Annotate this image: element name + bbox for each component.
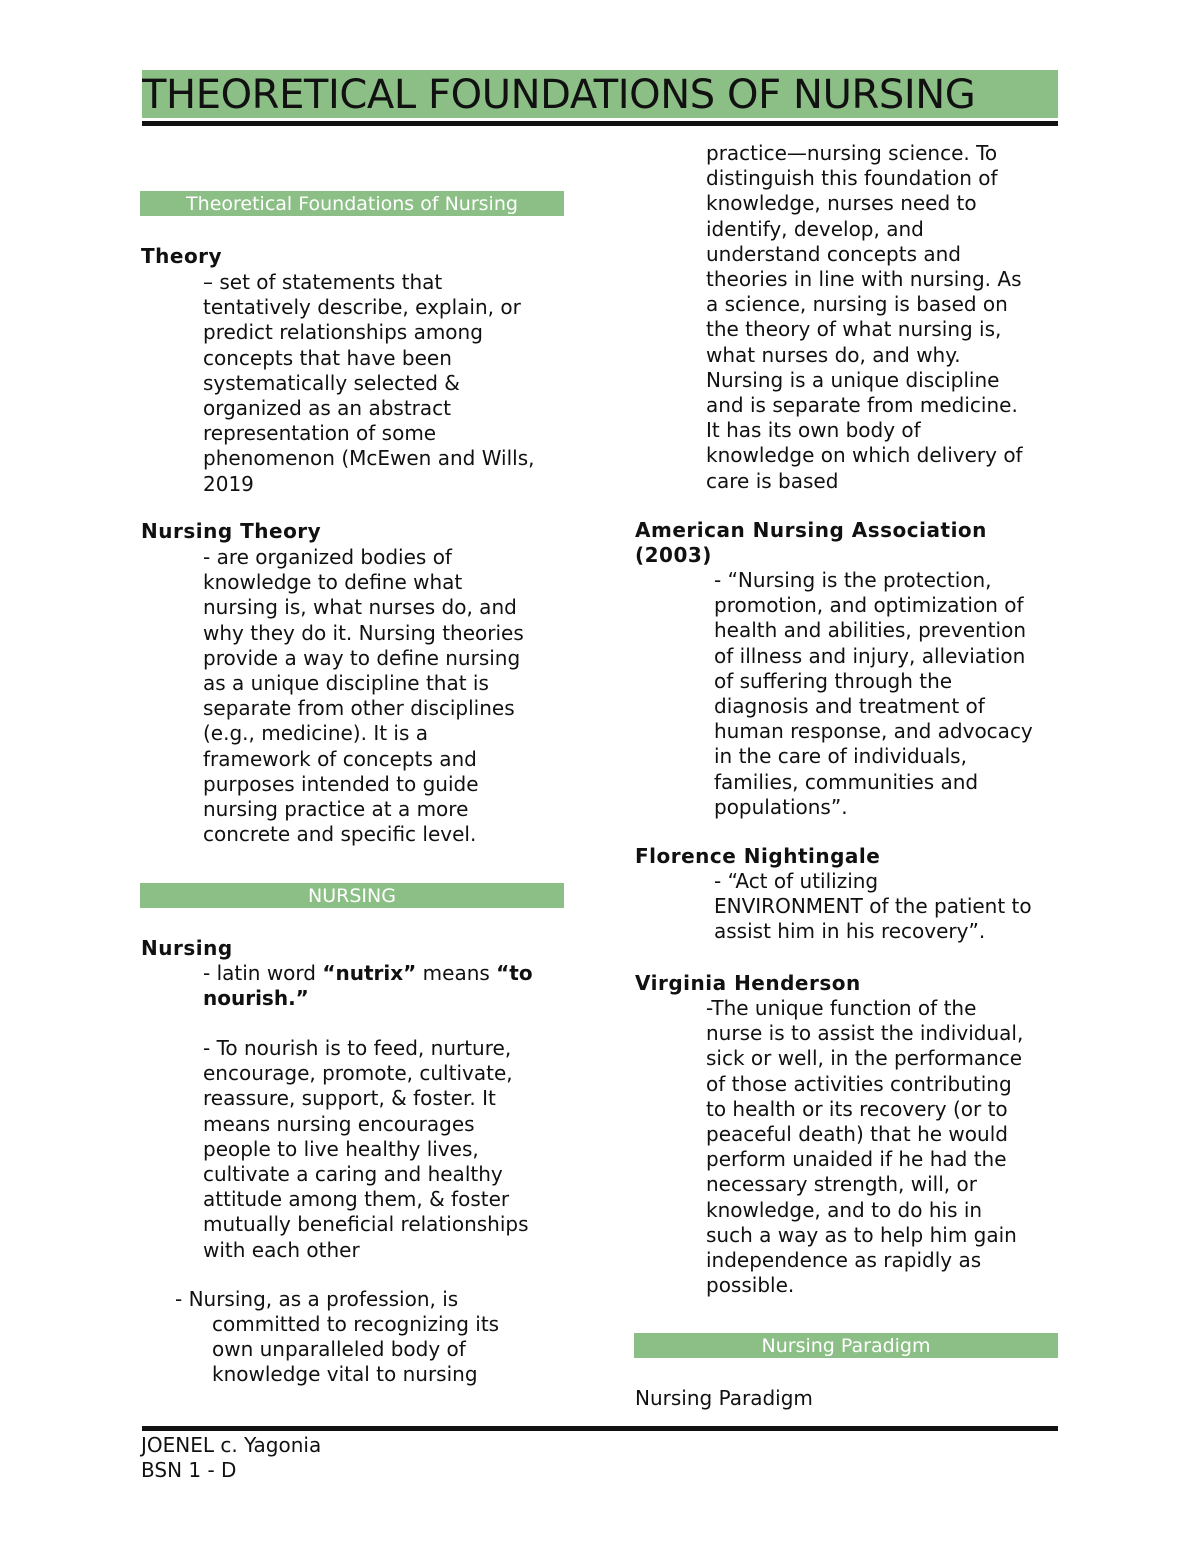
latin-prefix: - latin word — [203, 961, 323, 985]
heading-nursing: Nursing — [141, 936, 233, 960]
heading-ana: American Nursing Association — [635, 518, 987, 542]
latin-meaning-1: “to — [496, 961, 533, 985]
latin-word: “nutrix” — [322, 961, 417, 985]
title-rule — [142, 121, 1058, 126]
document-title: THEORETICAL FOUNDATIONS OF NURSING — [142, 70, 1058, 118]
section-band-nursing: NURSING — [140, 883, 564, 908]
nightingale-definition: - “Act of utilizing ENVIRONMENT of the patient to assist him in his recovery”. — [714, 869, 1032, 944]
heading-nightingale: Florence Nightingale — [635, 844, 881, 868]
nursing-profession-paragraph: committed to recognizing its own unparalleled body of knowledge vital to nursing — [212, 1312, 500, 1387]
heading-nursing-theory: Nursing Theory — [141, 519, 322, 543]
theory-definition: – set of statements that tentatively describe, explain, or predict relationships among concepts that have been systematically selected & organized as an abstract representation of some phenomenon (McEwen and Wills, 2019 — [203, 270, 535, 496]
henderson-definition: -The unique function of the nurse is to assist the individual, sick or well, in the performance of those activities contributing to health or its recovery (or to peaceful death) that he would perform unaided if he had the necessary strength, will, or knowledge, and to do his in such a way as to help him gain independence as rapidly as possible. — [706, 996, 1024, 1298]
section-band-nursing-paradigm: Nursing Paradigm — [634, 1333, 1058, 1358]
footer-rule — [142, 1426, 1058, 1431]
nursing-nourish-paragraph: - To nourish is to feed, nurture, encourage, promote, cultivate, reassure, support, & foster. It means nursing encourages people to live healthy lives, cultivate a caring and healthy attitude among them, & foster mutually beneficial relationships with each other — [203, 1036, 529, 1262]
latin-mid: means — [416, 961, 497, 985]
section-band-theoretical-foundations: Theoretical Foundations of Nursing — [140, 191, 564, 216]
nursing-theory-definition: - are organized bodies of knowledge to define what nursing is, what nurses do, and why they do it. Nursing theories provide a way to define nursing as a unique discipline that is separate from other disciplines (e.g., medicine). It is a framework of concepts and purposes intended to guide nursing practice at a more concrete and specific level. — [203, 545, 524, 847]
nursing-science-continuation: practice—nursing science. To distinguish this foundation of knowledge, nurses need to identify, develop, and understand concepts and theories in line with nursing. As a science, nursing is based on the theory of what nursing is, what nurses do, and why. Nursing is a unique discipline and is separate from medicine. It has its own body of knowledge on which delivery of care is based — [706, 141, 1023, 493]
heading-henderson: Virginia Henderson — [635, 971, 861, 995]
author-name: JOENEL c. Yagonia — [141, 1433, 322, 1457]
ana-definition: - “Nursing is the protection, promotion, and optimization of health and abilities, prevention of illness and injury, alleviation of suffering through the diagnosis and treatment of human response, and advocacy in the care of individuals, families, communities and populations”. — [714, 568, 1033, 819]
heading-theory: Theory — [141, 244, 223, 268]
latin-meaning-2: nourish.” — [203, 986, 309, 1011]
author-section: BSN 1 - D — [141, 1458, 237, 1482]
nursing-paradigm-text: Nursing Paradigm — [635, 1386, 813, 1410]
nursing-latin-origin — [203, 961, 603, 1011]
heading-ana-year: (2003) — [635, 543, 712, 567]
nursing-profession-first-line: - Nursing, as a profession, is — [175, 1287, 459, 1311]
